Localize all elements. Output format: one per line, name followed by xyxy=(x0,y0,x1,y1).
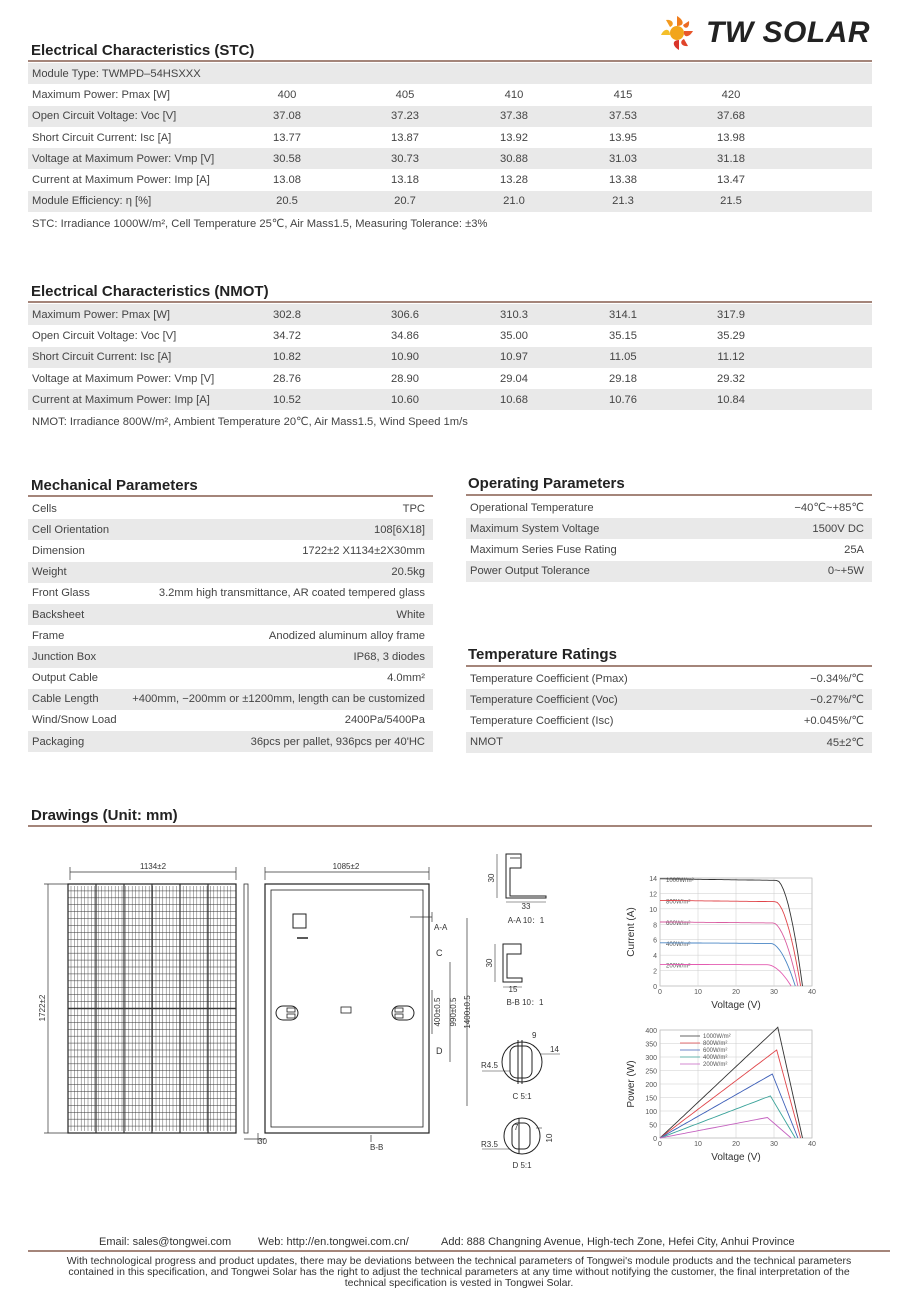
stc-row-label: Module Efficiency: η [%] xyxy=(32,195,152,208)
nmot-cell: 302.8 xyxy=(273,308,301,321)
temperature-row xyxy=(466,732,872,753)
detail-c-label: C xyxy=(436,948,443,958)
mechanical-title: Mechanical Parameters xyxy=(31,477,198,494)
y-axis-label: Power (W) xyxy=(626,1060,637,1108)
aa-caption: A-A 10：1 xyxy=(507,916,545,925)
mechanical-row-label: Cable Length xyxy=(32,693,99,706)
footer-email: Email: sales@tongwei.com xyxy=(99,1236,232,1248)
y-tick-label: 300 xyxy=(645,1055,657,1062)
back-view xyxy=(244,862,472,1152)
stc-row xyxy=(28,212,872,235)
mechanical-row-value: TPC xyxy=(402,502,425,515)
nmot-row-label: Open Circuit Voltage: Voc [V] xyxy=(32,329,177,342)
d-dim-10-label: 10 xyxy=(545,1133,554,1143)
x-tick-label: 0 xyxy=(658,989,662,996)
bb-width-label: 15 xyxy=(508,985,518,994)
operating-row xyxy=(466,518,872,539)
stc-row xyxy=(28,169,872,190)
mechanical-row xyxy=(28,710,433,731)
temperature-row xyxy=(466,668,872,689)
y-tick-label: 0 xyxy=(653,984,657,991)
y-tick-label: 350 xyxy=(645,1041,657,1049)
x-tick-label: 10 xyxy=(694,1141,702,1148)
mechanical-row xyxy=(28,519,433,540)
stc-cell: 415 xyxy=(613,88,633,101)
temperature-row-label: NMOT xyxy=(470,736,503,749)
mechanical-row-label: Cells xyxy=(32,502,57,515)
nmot-row xyxy=(28,389,872,410)
aa-width-label: 33 xyxy=(521,902,531,911)
mechanical-row xyxy=(28,540,433,561)
dim-990-label: 990±0.5 xyxy=(449,997,458,1027)
temperature-rule xyxy=(466,665,872,667)
stc-cell: 30.58 xyxy=(273,152,301,165)
nmot-cell: 35.15 xyxy=(609,329,637,342)
nmot-cell: 10.84 xyxy=(717,393,745,406)
y-tick-label: 2 xyxy=(653,968,657,976)
stc-table xyxy=(28,63,872,235)
nmot-cell: 10.68 xyxy=(500,393,528,406)
operating-row-label: Operational Temperature xyxy=(470,501,594,514)
mechanical-row xyxy=(28,625,433,646)
operating-row xyxy=(466,497,872,518)
stc-cell: 13.98 xyxy=(717,131,745,144)
stc-row xyxy=(28,106,872,127)
nmot-cell: 28.76 xyxy=(273,372,301,385)
nmot-cell: 310.3 xyxy=(500,308,528,321)
stc-cell: 13.38 xyxy=(609,174,637,187)
nmot-cell: 28.90 xyxy=(391,372,419,385)
mechanical-row xyxy=(28,562,433,583)
temperature-row-value: 45±2℃ xyxy=(826,736,864,749)
stc-rule xyxy=(28,60,872,62)
stc-cell: 21.0 xyxy=(503,195,525,208)
mechanical-row xyxy=(28,604,433,625)
nmot-cell: 10.90 xyxy=(391,351,419,364)
temperature-row xyxy=(466,689,872,710)
footer-web: Web: http://en.tongwei.com.cn/ xyxy=(258,1236,409,1248)
stc-cell: 13.47 xyxy=(717,174,745,187)
y-axis-label: Current (A) xyxy=(626,907,637,957)
nmot-rule xyxy=(28,301,872,303)
nmot-cell: 34.72 xyxy=(273,329,301,342)
operating-row-label: Maximum Series Fuse Rating xyxy=(470,543,617,556)
operating-row xyxy=(466,539,872,560)
legend-label: 400W/m² xyxy=(703,1055,728,1061)
section-bb-label: B-B xyxy=(370,1143,384,1152)
y-tick-label: 4 xyxy=(653,953,657,961)
c-dim-14-label: 14 xyxy=(550,1045,559,1054)
mechanical-row-value: IP68, 3 diodes xyxy=(353,650,425,663)
temperature-row-label: Temperature Coefficient (Pmax) xyxy=(470,672,628,685)
c-caption: C 5:1 xyxy=(512,1092,532,1101)
iv-curve-chart xyxy=(620,870,830,1020)
mechanical-row-label: Cell Orientation xyxy=(32,523,110,536)
nmot-row-label: NMOT: Irradiance 800W/m², Ambient Temperature 20℃, Air Mass1.5, Wind Speed 1m/s xyxy=(32,416,468,429)
mechanical-row-label: Frame xyxy=(32,629,65,642)
bb-caption: B-B 10：1 xyxy=(506,998,544,1007)
section-details xyxy=(481,854,560,1170)
y-tick-label: 6 xyxy=(653,937,657,945)
section-aa-label: A-A xyxy=(434,923,448,932)
stc-cell: 37.08 xyxy=(273,110,301,123)
nmot-cell: 35.00 xyxy=(500,329,528,342)
stc-cell: 20.5 xyxy=(276,195,298,208)
brand-logo xyxy=(658,14,870,52)
nmot-cell: 11.05 xyxy=(609,351,637,364)
stc-cell: 37.68 xyxy=(717,110,745,123)
d-dim-7-label: 7 xyxy=(514,1123,519,1132)
stc-row-label: Voltage at Maximum Power: Vmp [V] xyxy=(32,152,215,165)
stc-cell: 405 xyxy=(395,88,415,101)
nmot-row xyxy=(28,410,872,433)
x-tick-label: 20 xyxy=(732,989,740,996)
stc-cell: 21.5 xyxy=(720,195,742,208)
mechanical-row xyxy=(28,668,433,689)
front-width-label: 1134±2 xyxy=(139,862,167,871)
x-tick-label: 40 xyxy=(808,1141,816,1148)
c-dim-9-label: 9 xyxy=(532,1031,537,1040)
stc-row-label: STC: Irradiance 1000W/m², Cell Temperature 25℃, Air Mass1.5, Measuring Tolerance: ±3% xyxy=(32,218,488,231)
nmot-row-label: Current at Maximum Power: Imp [A] xyxy=(32,393,210,406)
legend-label: 1000W/m² xyxy=(703,1034,731,1040)
nmot-cell: 314.1 xyxy=(609,308,637,321)
stc-cell: 37.53 xyxy=(609,110,637,123)
mechanical-row-value: Anodized aluminum alloy frame xyxy=(268,629,425,642)
mechanical-row-value: 1722±2 X1134±2X30mm xyxy=(302,544,425,557)
series-label: 1000W/m² xyxy=(666,877,694,884)
bb-height-label: 30 xyxy=(485,958,494,968)
mechanical-row-value: 36pcs per pallet, 936pcs per 40'HC xyxy=(250,735,425,748)
mechanical-row xyxy=(28,731,433,752)
operating-row-value: −40℃~+85℃ xyxy=(794,502,864,515)
stc-row-label: Module Type: TWMPD–54HSXXX xyxy=(32,67,201,80)
temperature-row-value: −0.34%/℃ xyxy=(810,673,864,686)
nmot-table xyxy=(28,304,872,433)
nmot-cell: 10.97 xyxy=(500,351,528,364)
detail-d-label: D xyxy=(436,1046,443,1056)
nmot-cell: 10.60 xyxy=(391,393,419,406)
mechanical-row-label: Front Glass xyxy=(32,587,90,600)
y-tick-label: 400 xyxy=(645,1028,657,1035)
x-axis-label: Voltage (V) xyxy=(711,1152,761,1163)
temperature-title: Temperature Ratings xyxy=(468,646,617,663)
stc-cell: 31.18 xyxy=(717,152,745,165)
legend-label: 600W/m² xyxy=(703,1048,728,1054)
stc-cell: 30.73 xyxy=(391,152,419,165)
mechanical-row-value: +400mm, −200mm or ±1200mm, length can be customized xyxy=(132,693,425,706)
nmot-row xyxy=(28,347,872,368)
operating-table xyxy=(466,497,872,582)
y-tick-label: 0 xyxy=(653,1136,657,1143)
temperature-row-label: Temperature Coefficient (Voc) xyxy=(470,693,618,706)
series-label: 200W/m² xyxy=(666,963,691,970)
stc-row xyxy=(28,63,872,84)
dim-400-label: 400±0.5 xyxy=(433,997,442,1027)
nmot-cell: 10.82 xyxy=(273,351,301,364)
nmot-cell: 29.18 xyxy=(609,372,637,385)
mechanical-table xyxy=(28,498,433,752)
operating-row xyxy=(466,561,872,582)
stc-row xyxy=(28,191,872,212)
nmot-row xyxy=(28,368,872,389)
x-tick-label: 0 xyxy=(658,1141,662,1148)
y-tick-label: 250 xyxy=(645,1068,657,1076)
footer-address: Add: 888 Changning Avenue, High-tech Zone, Hefei City, Anhui Province xyxy=(441,1236,795,1248)
stc-cell: 37.38 xyxy=(500,110,528,123)
nmot-cell: 29.04 xyxy=(500,372,528,385)
operating-rule xyxy=(466,494,872,496)
x-tick-label: 40 xyxy=(808,989,816,996)
mechanical-row-label: Output Cable xyxy=(32,672,98,685)
mechanical-row xyxy=(28,689,433,710)
nmot-row-label: Maximum Power: Pmax [W] xyxy=(32,308,170,321)
operating-row-label: Maximum System Voltage xyxy=(470,522,600,535)
y-tick-label: 8 xyxy=(653,922,657,930)
temperature-row-label: Temperature Coefficient (Isc) xyxy=(470,714,614,727)
operating-row-value: 0~+5W xyxy=(827,565,864,578)
mechanical-row-value: 4.0mm² xyxy=(387,672,425,685)
mechanical-row-value: 108[6X18] xyxy=(373,523,425,536)
nmot-cell: 34.86 xyxy=(391,329,419,342)
stc-cell: 13.95 xyxy=(609,131,637,144)
stc-cell: 420 xyxy=(721,88,741,101)
temperature-row-value: +0.045%/℃ xyxy=(803,715,864,728)
temperature-table xyxy=(466,668,872,753)
mechanical-row xyxy=(28,646,433,667)
stc-row-label: Maximum Power: Pmax [W] xyxy=(32,88,170,101)
operating-row-label: Power Output Tolerance xyxy=(470,565,590,578)
d-radius-label: R3.5 xyxy=(481,1140,498,1149)
mechanical-row-value: White xyxy=(396,608,425,621)
nmot-cell: 11.12 xyxy=(717,351,745,364)
mechanical-row-label: Packaging xyxy=(32,735,85,748)
nmot-cell: 29.32 xyxy=(717,372,745,385)
stc-cell: 13.92 xyxy=(500,131,528,144)
stc-cell: 410 xyxy=(504,88,524,101)
drawings-title: Drawings (Unit: mm) xyxy=(31,807,178,824)
back-width-label: 1085±2 xyxy=(332,862,360,871)
nmot-cell: 10.52 xyxy=(273,393,301,406)
stc-row xyxy=(28,148,872,169)
y-tick-label: 100 xyxy=(645,1109,657,1116)
stc-row-label: Short Circuit Current: Isc [A] xyxy=(32,131,172,144)
x-tick-label: 20 xyxy=(732,1141,740,1148)
y-tick-label: 50 xyxy=(649,1122,657,1130)
nmot-title: Electrical Characteristics (NMOT) xyxy=(31,283,269,300)
mechanical-row xyxy=(28,498,433,519)
height-label: 1722±2 xyxy=(38,994,47,1022)
mechanical-row-label: Backsheet xyxy=(32,608,85,621)
nmot-row xyxy=(28,304,872,325)
legend-label: 800W/m² xyxy=(703,1041,728,1047)
series-label: 400W/m² xyxy=(666,941,691,948)
footer-rule xyxy=(28,1250,890,1252)
stc-row xyxy=(28,84,872,105)
stc-row xyxy=(28,127,872,148)
stc-cell: 13.08 xyxy=(273,174,301,187)
front-view xyxy=(38,862,248,1133)
mechanical-row-label: Junction Box xyxy=(32,650,97,663)
mechanical-row-label: Dimension xyxy=(32,544,85,557)
stc-cell: 400 xyxy=(277,88,297,101)
d-caption: D 5:1 xyxy=(512,1161,532,1170)
mechanical-row-value: 2400Pa/5400Pa xyxy=(344,714,425,727)
legend-label: 200W/m² xyxy=(703,1062,728,1068)
operating-title: Operating Parameters xyxy=(468,475,625,492)
nmot-row-label: Short Circuit Current: Isc [A] xyxy=(32,351,172,364)
mechanical-rule xyxy=(28,495,433,497)
y-tick-label: 12 xyxy=(649,891,657,899)
operating-row-value: 25A xyxy=(844,543,864,556)
nmot-cell: 306.6 xyxy=(391,308,419,321)
y-tick-label: 200 xyxy=(645,1082,657,1089)
brand-name: TW SOLAR xyxy=(706,16,870,49)
x-tick-label: 10 xyxy=(694,989,702,996)
stc-cell: 37.23 xyxy=(391,110,419,123)
series-label: 600W/m² xyxy=(666,920,691,927)
nmot-row-label: Voltage at Maximum Power: Vmp [V] xyxy=(32,372,215,385)
stc-cell: 21.3 xyxy=(612,195,634,208)
nmot-cell: 10.76 xyxy=(609,393,637,406)
dim-1400-label: 1400±0.5 xyxy=(463,995,472,1029)
series-label: 800W/m² xyxy=(666,899,691,906)
mechanical-row-label: Wind/Snow Load xyxy=(32,714,117,727)
stc-cell: 13.18 xyxy=(391,174,419,187)
stc-cell: 30.88 xyxy=(500,152,528,165)
stc-row-label: Open Circuit Voltage: Voc [V] xyxy=(32,110,177,123)
temperature-row-value: −0.27%/℃ xyxy=(810,694,864,707)
c-radius-label: R4.5 xyxy=(481,1061,498,1070)
x-tick-label: 30 xyxy=(770,989,778,996)
mechanical-row xyxy=(28,583,433,604)
x-axis-label: Voltage (V) xyxy=(711,1000,761,1011)
mechanical-row-value: 20.5kg xyxy=(391,566,425,579)
aa-height-label: 30 xyxy=(487,873,496,883)
nmot-row xyxy=(28,325,872,346)
stc-cell: 20.7 xyxy=(394,195,416,208)
operating-row-value: 1500V DC xyxy=(812,522,864,535)
y-tick-label: 10 xyxy=(649,906,657,914)
x-tick-label: 30 xyxy=(770,1141,778,1148)
mechanical-row-label: Weight xyxy=(32,566,67,579)
stc-cell: 13.28 xyxy=(500,174,528,187)
drawings-rule xyxy=(28,825,872,827)
stc-title: Electrical Characteristics (STC) xyxy=(31,42,255,59)
nmot-cell: 317.9 xyxy=(717,308,745,321)
frame-depth-label: 30 xyxy=(258,1137,267,1146)
footer-disclaimer: With technological progress and product updates, there may be deviations between the technical parameters of Tongwei's module products and the technical parameters contained in this specification, and Tongwei Solar has the right to adjust the technical parameters at any time without notifying the customer, the final interpretation of the technical specification is vested in Tongwei Solar. xyxy=(66,1255,852,1289)
stc-cell: 13.77 xyxy=(273,131,301,144)
pv-curve-chart xyxy=(620,1022,830,1172)
stc-cell: 13.87 xyxy=(391,131,419,144)
y-tick-label: 150 xyxy=(645,1095,657,1103)
stc-row-label: Current at Maximum Power: Imp [A] xyxy=(32,174,210,187)
nmot-cell: 35.29 xyxy=(717,329,745,342)
y-tick-label: 14 xyxy=(649,876,657,883)
mechanical-row-value: 3.2mm high transmittance, AR coated tempered glass xyxy=(158,587,425,600)
temperature-row xyxy=(466,710,872,731)
stc-cell: 31.03 xyxy=(609,152,637,165)
sun-logo-icon xyxy=(658,14,696,52)
